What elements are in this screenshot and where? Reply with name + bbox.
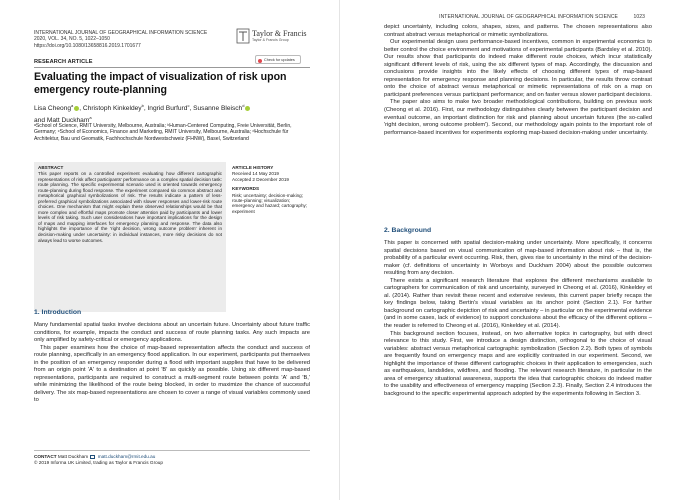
author-burfurd: , Ingrid Burfurd bbox=[143, 105, 188, 113]
right-paragraph-1: depict uncertainty, including colors, shapes, sizes, and patterns. The chosen representations also contrast abstract versus metaphorical or mimetic symbolizations. bbox=[384, 24, 652, 38]
author-duckham: and Matt Duckham bbox=[34, 117, 90, 125]
author-kinkeldey: , Christoph Kinkeldey bbox=[79, 105, 142, 113]
contact-footer bbox=[34, 454, 310, 466]
author-bleisch: , Susanne Bleisch bbox=[189, 105, 243, 113]
keywords-heading: KEYWORDS bbox=[232, 186, 260, 192]
right-paragraph-2: Our experimental design uses performance-based incentives, common in experimental economics to better control the choice environment and motivations of experimental participants (Bardsley et al. 2010). Our results show that participants do indeed make different route choices, which incur statistically significant different levels of risk, using the six different types of map. Accordingly, the discussion and conclusions provide insights into the likely effects of choosing different types of map-based representation for emergency response and planning decisions. In particular, the results throw contrast onto the choice of abstract versus metaphorical or mimetic representations of risk on a map on participant preferences versus participant performance; and on faster versus slower participant decisions. bbox=[384, 39, 652, 98]
right-body-top bbox=[384, 24, 652, 137]
accepted-date: Accepted 2 December 2019 bbox=[232, 176, 289, 182]
journal-name: INTERNATIONAL JOURNAL OF GEOGRAPHICAL INFORMATION SCIENCE bbox=[34, 30, 208, 36]
keywords-list: Risk; uncertainty; decision-making; route-planning; visualization; emergency and hazard; cartography; experiment bbox=[232, 192, 308, 214]
background-paragraph-3: This background section focuses, instead, on two alternative topics in cartography, but with direct relevance to this study. First, we introduce a design distinction, orthogonal to the choice of visual variables: abstract versus metaphorical cartographic symbolization (Section 2.2). Both types of symbols are frequently found on emergency maps and are explicitly contrasted in our experiment. Second, we highlight the importance of these different cartographic choices in their application to emergencies, such as earthquakes, landslides, wildfires, and flooding. The relevant research literature, in particular in the area of emergency situational awareness, supports the idea that cartographic choices do indeed matter to the usability and effectiveness of emergency mapping (Section 2.3). Finally, Section 2.4 introduces the background to the specific experimental approach adopted by the experiments following in Section 3. bbox=[384, 330, 652, 397]
mail-icon bbox=[90, 455, 95, 459]
authors: Lisa Cheong$^a$ , Christoph Kinkeldey$^b$, Ingrid Burfurd$^c$, Susanne Bleisch$^d$ and Matt Duckham$^a$ bbox=[34, 101, 310, 125]
publisher-name: Taylor & Francis bbox=[252, 29, 307, 38]
affiliations: ᵃSchool of Science, RMIT University, Melbourne, Australia; ᵇHuman-Centered Computing, Freie Universität, Berlin, Germany; ᶜSchool of Economics, Finance and Marketing, RMIT University, Melbourne, Australia; ᵈHochschule für Architektur, Bau und Geomatik, Fachhochschule Nordwestschweiz (FHNW), Basel, Switzerland bbox=[34, 123, 292, 142]
journal-info bbox=[34, 30, 234, 49]
running-head bbox=[340, 14, 645, 20]
author-cheong: Lisa Cheong bbox=[34, 105, 72, 113]
background-paragraph-2: There exists a significant research literature that explores the different mechanisms available to cartographers for communication of risk and uncertainty, surveyed in Cheong et al. (2016), Kinkeldey et al. (2014). Rather than revisit these recent and extensive reviews, this current paper briefly recaps the key findings below, taking Bertin's visual variables as its anchor point (Section 2.1). For further background on cartographic depiction of risk and uncertainty – in particular on the experimental evidence (and in some cases, lack of evidence) to support conclusions about the efficacy of the different options – the reader is referred to Cheong et al. (2016), Kinkeldey et al. (2014). bbox=[384, 277, 652, 330]
update-icon bbox=[258, 59, 262, 63]
check-updates-label: Check for updates bbox=[264, 58, 295, 62]
abstract-heading: ABSTRACT bbox=[38, 165, 64, 170]
contact-email[interactable]: matt.duckham@rmit.edu.au bbox=[97, 454, 156, 459]
doi-link[interactable]: https://doi.org/10.1080/13658816.2019.1701677 bbox=[34, 42, 141, 49]
intro-paragraph-1: Many fundamental spatial tasks involve decisions about an uncertain future. Uncertainty about future traffic conditions, for example, impacts the conduct and success of route planning tasks. Any such impacts are only amplified by safety-critical or emergency applications. bbox=[34, 322, 310, 344]
background-body bbox=[384, 240, 652, 398]
background-paragraph-1: This paper is concerned with spatial decision-making under uncertainty. More specifically, it concerns spatial decisions based on visual communication of map-based information about risk – that is, the probability of a particular event occurring. Risk, then, gives rise to uncertainty in the mind of the decision-maker (cf. definitions of uncertainty in Worboys and Duckham 2004) about the possible outcomes resulting from any decision. bbox=[384, 240, 652, 277]
intro-heading: 1. Introduction bbox=[34, 309, 82, 316]
publisher-logo bbox=[236, 28, 306, 44]
publisher-emblem-icon bbox=[236, 28, 250, 44]
journal-volume: 2020, VOL. 34, NO. 5, 1022–1050 bbox=[34, 36, 110, 43]
article-history bbox=[232, 165, 310, 214]
article-type: RESEARCH ARTICLE bbox=[34, 59, 93, 65]
copyright: © 2019 Informa UK Limited, trading as Taylor & Francis Group bbox=[34, 460, 163, 465]
received-date: Received 14 May 2019 bbox=[232, 171, 279, 177]
orcid-icon[interactable] bbox=[245, 106, 250, 111]
right-page bbox=[340, 0, 680, 500]
contact-name: Matt Duckham bbox=[57, 454, 89, 459]
background-heading: 2. Background bbox=[384, 227, 432, 234]
publisher-sub: Taylor & Francis Group bbox=[252, 38, 289, 42]
title-rule bbox=[34, 67, 310, 68]
check-updates-button[interactable] bbox=[255, 55, 301, 64]
history-heading: ARTICLE HISTORY bbox=[232, 165, 274, 170]
running-head-journal: INTERNATIONAL JOURNAL OF GEOGRAPHICAL INFORMATION SCIENCE bbox=[439, 14, 618, 20]
page-number: 1023 bbox=[633, 14, 645, 20]
intro-paragraph-2: This paper examines how the choice of map-based representation affects the conduct and success of route planning, specifically in an emergency flood application. In our experiment, participants put themselves in the position of an emergency responder during a flood with important supplies that have to be delivered from an origin point 'A' to a destination at point 'B' as quickly as possible. Using six different map-based representations, participants are required to construct a multi-segment route between points 'A' and 'B,' while minimizing the likelihood of the route being blocked, in order to maximize the chance of successful delivery. The six map-based representations are chosen to cover a range of visual variables commonly used to bbox=[34, 344, 310, 404]
footer-rule bbox=[34, 450, 310, 451]
right-paragraph-3: The paper also aims to make two broader methodological contributions, building on previous work (Cheong et al. 2016). First, our methodology distinguishes clearly between the participant decision and eventual outcome, an important distinction for risk and planning about uncertain futures (the so-called 'right decision, wrong outcome problem'). Second, our methodology again points to the important role of performance-based incentives for experiments exploring map-based decision-making under uncertainty. bbox=[384, 99, 652, 136]
abstract-box bbox=[34, 162, 226, 312]
intro-body bbox=[34, 322, 310, 405]
article-title: Evaluating the impact of visualization of risk upon emergency route-planning bbox=[34, 71, 287, 96]
contact-label: CONTACT bbox=[34, 454, 57, 459]
abstract-text: This paper reports on a controlled experiment evaluating how different cartographic representations of risk affect participants' performance on a complex spatial decision task: route planning. The specific experimental scenario used is oriented towards emergency route-planning during flood response. The experiment compared six common abstract and metaphorical graphical symbolizations of risk. The results indicate a pattern of less-preferred graphical symbolizations associated with slower responses and lower-risk route choices. One mechanism that might explain these observed relationships would be that more complex and effortful maps promote closer attention paid by participants and lower levels of risk taking. Such user considerations have important implications for the design of maps and mapping interfaces for emergency planning and response. The data also highlights the importance of the 'right decision, wrong outcome problem' inherent in decision-making under uncertainty: in individual instances, more risky decisions do not always lead to worse outcomes. bbox=[38, 171, 222, 243]
